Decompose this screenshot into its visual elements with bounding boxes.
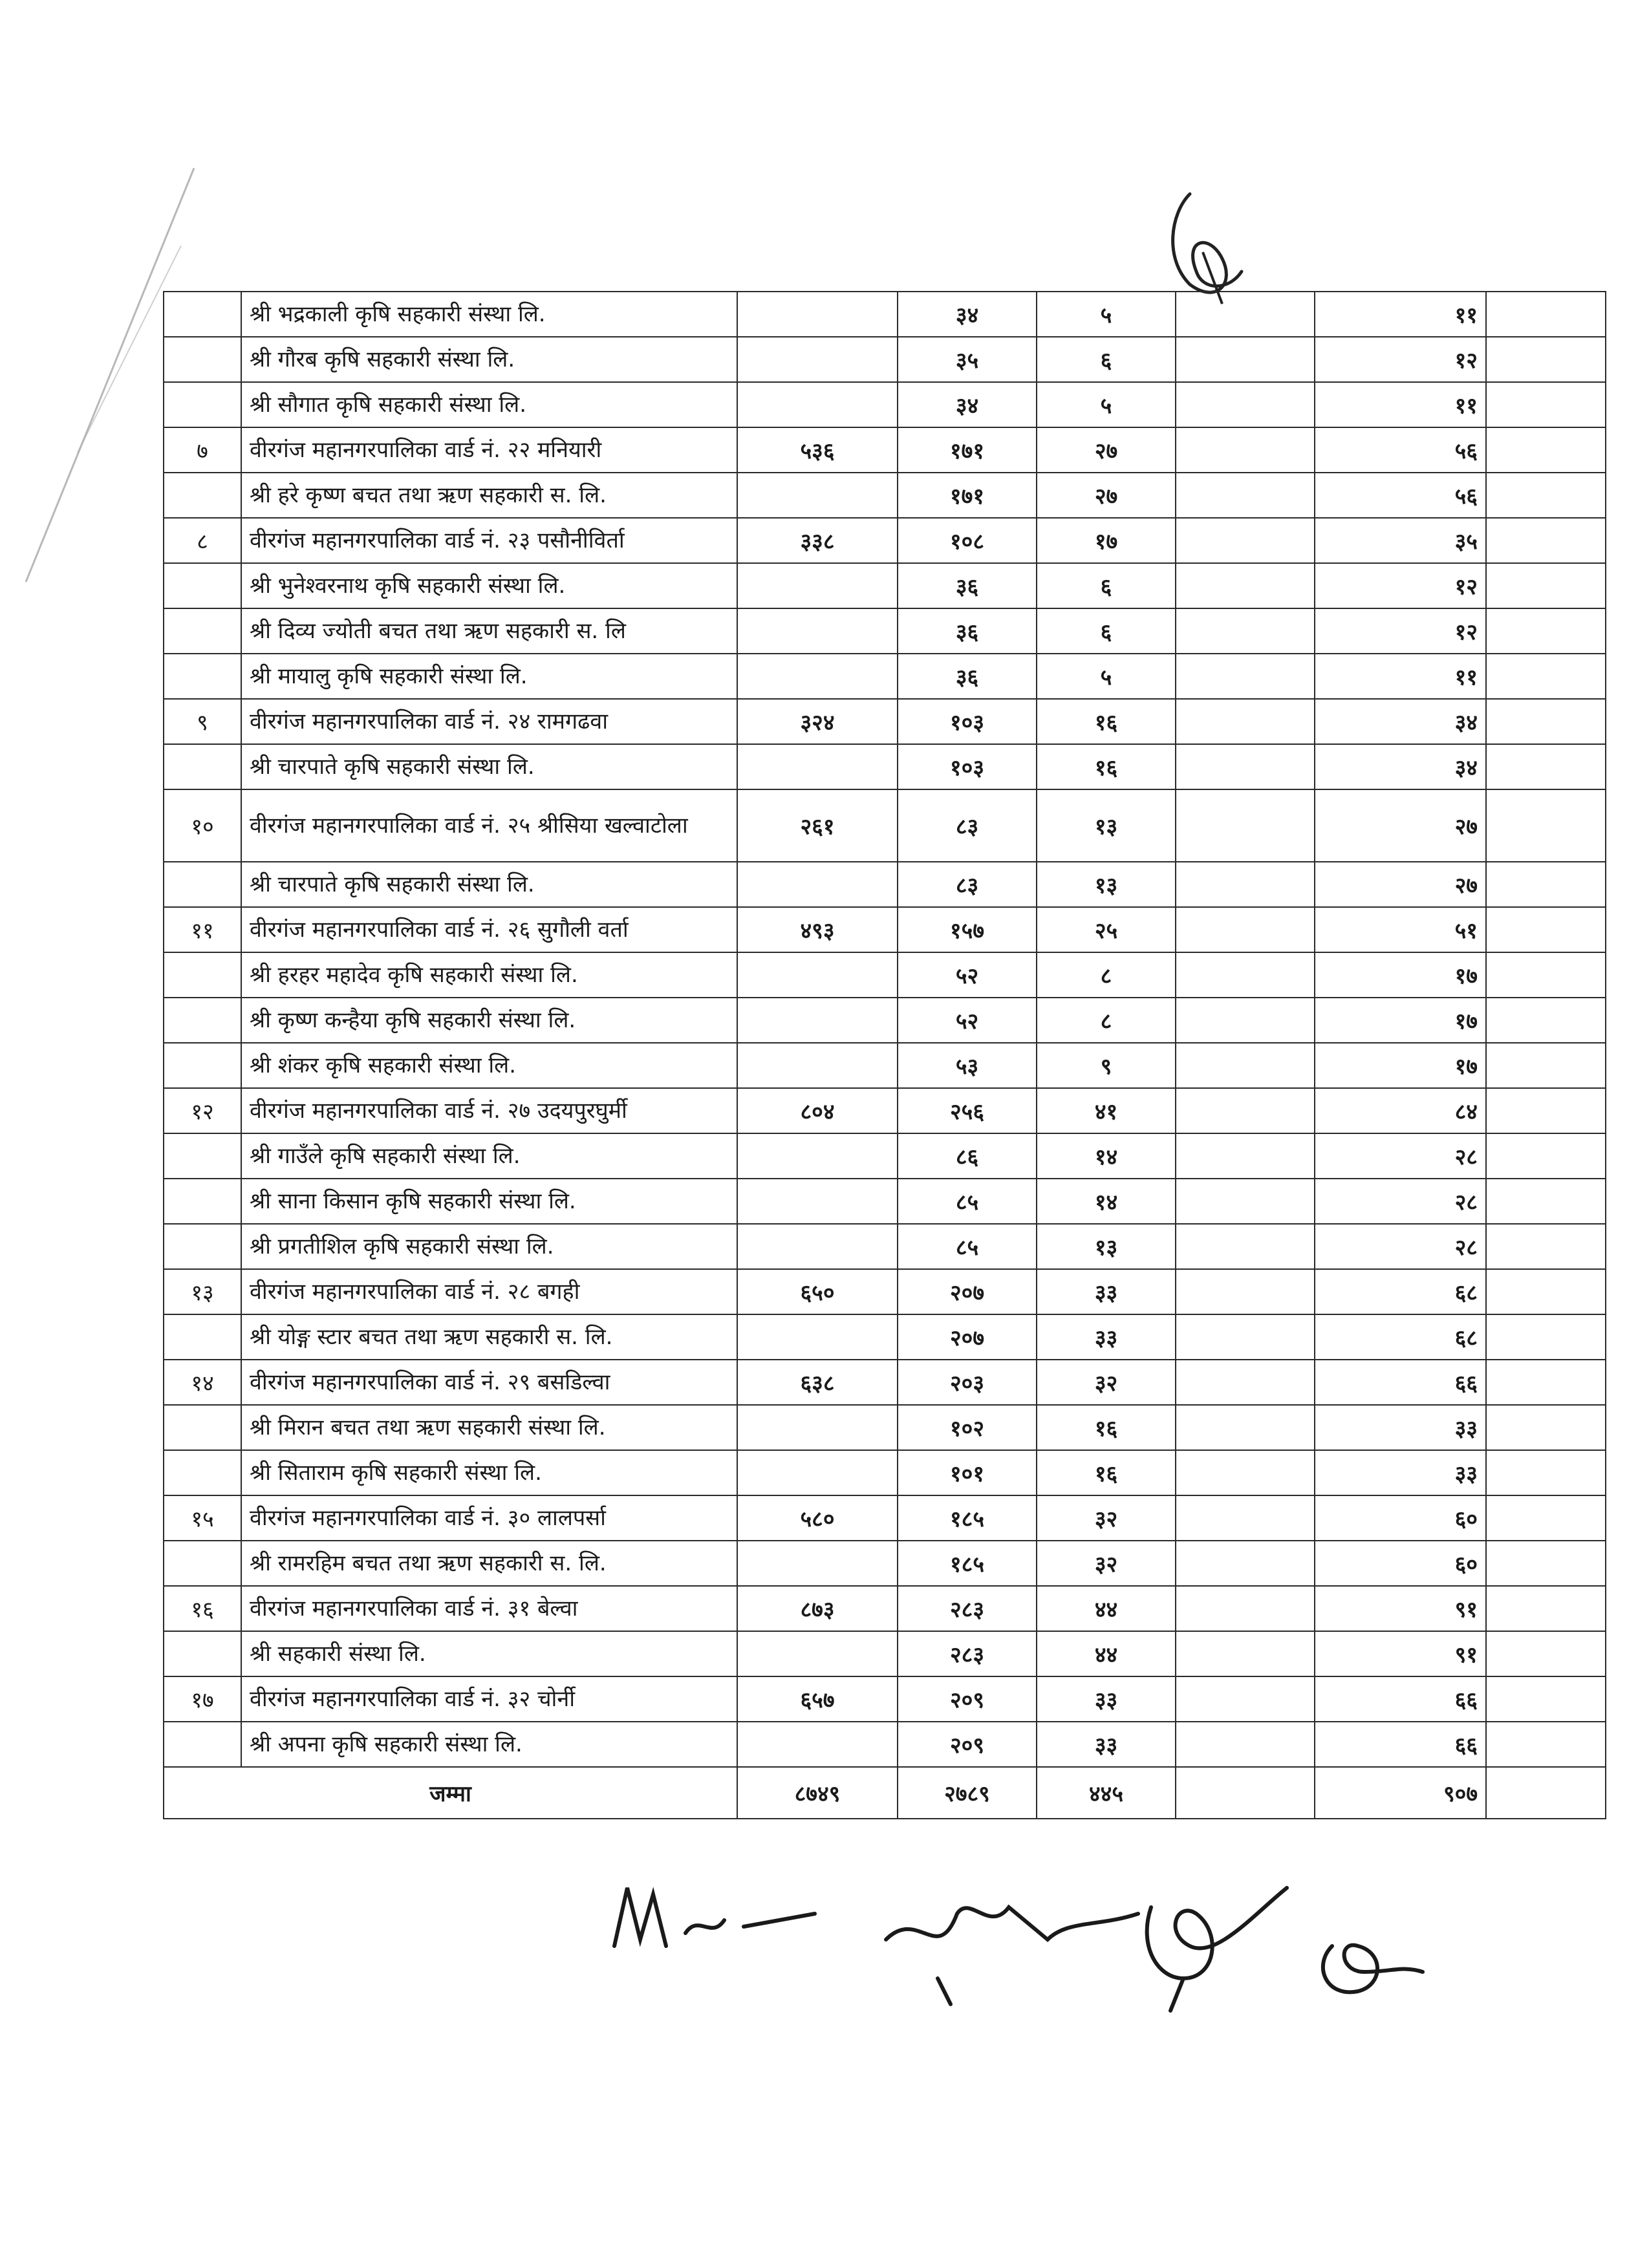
value-cell: ८५: [898, 1224, 1037, 1269]
value-cell: ८: [1037, 952, 1176, 998]
serial-number-cell: ८: [164, 518, 241, 563]
name-cell: श्री कृष्ण कन्हैया कृषि सहकारी संस्था लि.: [241, 998, 737, 1043]
value-cell: १७१: [898, 427, 1037, 473]
value-cell: ५३६: [737, 427, 898, 473]
serial-number-cell: ११: [164, 907, 241, 952]
value-cell: २०७: [898, 1269, 1037, 1314]
value-cell: ३५: [1315, 518, 1486, 563]
serial-number-cell: १०: [164, 789, 241, 862]
name-cell: श्री अपना कृषि सहकारी संस्था लि.: [241, 1722, 737, 1767]
value-cell: ८६: [898, 1133, 1037, 1179]
value-cell: ३३: [1037, 1722, 1176, 1767]
value-cell: २०९: [898, 1676, 1037, 1722]
value-cell: ५: [1037, 382, 1176, 427]
value-cell: २०३: [898, 1360, 1037, 1405]
value-cell: १०८: [898, 518, 1037, 563]
value-cell: ५२: [898, 952, 1037, 998]
name-cell: श्री हरे कृष्ण बचत तथा ऋण सहकारी स. लि.: [241, 473, 737, 518]
value-cell: ६: [1037, 563, 1176, 608]
name-cell: वीरगंज महानगरपालिका वार्ड नं. २२ मनियारी: [241, 427, 737, 473]
value-cell: १६: [1037, 1405, 1176, 1450]
value-cell: ३३८: [737, 518, 898, 563]
value-cell: १४: [1037, 1133, 1176, 1179]
name-cell: श्री गाउँले कृषि सहकारी संस्था लि.: [241, 1133, 737, 1179]
name-cell: श्री साना किसान कृषि सहकारी संस्था लि.: [241, 1179, 737, 1224]
value-cell: १८५: [898, 1541, 1037, 1586]
value-cell: ६६: [1315, 1676, 1486, 1722]
value-cell: ५८०: [737, 1495, 898, 1541]
name-cell: श्री मायालु कृषि सहकारी संस्था लि.: [241, 654, 737, 699]
name-cell: वीरगंज महानगरपालिका वार्ड नं. ३१ बेल्वा: [241, 1586, 737, 1631]
value-cell: ३३: [1315, 1405, 1486, 1450]
value-cell: १७: [1315, 952, 1486, 998]
value-cell: १७: [1315, 998, 1486, 1043]
value-cell: ६५७: [737, 1676, 898, 1722]
value-cell: ३२: [1037, 1360, 1176, 1405]
value-cell: ५: [1037, 654, 1176, 699]
value-cell: ३४: [898, 292, 1037, 337]
value-cell: ६०: [1315, 1495, 1486, 1541]
total-value-cell: २७८९: [898, 1767, 1037, 1819]
value-cell: ९१: [1315, 1631, 1486, 1676]
value-cell: १३: [1037, 1224, 1176, 1269]
value-cell: ३६: [898, 608, 1037, 654]
total-value-cell: ४४५: [1037, 1767, 1176, 1819]
value-cell: २५: [1037, 907, 1176, 952]
value-cell: ४९३: [737, 907, 898, 952]
value-cell: ४४: [1037, 1586, 1176, 1631]
value-cell: १०२: [898, 1405, 1037, 1450]
value-cell: ८७३: [737, 1586, 898, 1631]
serial-number-cell: ७: [164, 427, 241, 473]
name-cell: वीरगंज महानगरपालिका वार्ड नं. २४ रामगढवा: [241, 699, 737, 744]
name-cell: श्री दिव्य ज्योती बचत तथा ऋण सहकारी स. लि: [241, 608, 737, 654]
value-cell: ६८: [1315, 1314, 1486, 1360]
name-cell: श्री चारपाते कृषि सहकारी संस्था लि.: [241, 744, 737, 789]
value-cell: ३३: [1037, 1314, 1176, 1360]
value-cell: २७: [1315, 789, 1486, 862]
value-cell: ३४: [898, 382, 1037, 427]
value-cell: ३३: [1037, 1676, 1176, 1722]
value-cell: १३: [1037, 862, 1176, 907]
name-cell: श्री भुनेश्वरनाथ कृषि सहकारी संस्था लि.: [241, 563, 737, 608]
value-cell: ३५: [898, 337, 1037, 382]
value-cell: ५६: [1315, 427, 1486, 473]
value-cell: ३६: [898, 654, 1037, 699]
value-cell: २८३: [898, 1631, 1037, 1676]
value-cell: १७: [1315, 1043, 1486, 1088]
name-cell: वीरगंज महानगरपालिका वार्ड नं. ३० लालपर्सा: [241, 1495, 737, 1541]
value-cell: १०३: [898, 699, 1037, 744]
name-cell: श्री भद्रकाली कृषि सहकारी संस्था लि.: [241, 292, 737, 337]
serial-number-cell: १६: [164, 1586, 241, 1631]
value-cell: ११: [1315, 382, 1486, 427]
value-cell: २७: [1315, 862, 1486, 907]
value-cell: ११: [1315, 654, 1486, 699]
signature-2-icon: [886, 1907, 1138, 2004]
name-cell: श्री सहकारी संस्था लि.: [241, 1631, 737, 1676]
value-cell: ६: [1037, 337, 1176, 382]
value-cell: ६६: [1315, 1360, 1486, 1405]
value-cell: १२: [1315, 563, 1486, 608]
value-cell: ३३: [1037, 1269, 1176, 1314]
name-cell: वीरगंज महानगरपालिका वार्ड नं. ३२ चोर्नी: [241, 1676, 737, 1722]
value-cell: ५६: [1315, 473, 1486, 518]
value-cell: १६: [1037, 744, 1176, 789]
value-cell: ६८: [1315, 1269, 1486, 1314]
value-cell: २५६: [898, 1088, 1037, 1133]
signature-1-icon: [614, 1888, 815, 1946]
value-cell: ६: [1037, 608, 1176, 654]
name-cell: वीरगंज महानगरपालिका वार्ड नं. २३ पसौनीविर्ता: [241, 518, 737, 563]
value-cell: ६०: [1315, 1541, 1486, 1586]
value-cell: ३२: [1037, 1495, 1176, 1541]
name-cell: वीरगंज महानगरपालिका वार्ड नं. २८ बगही: [241, 1269, 737, 1314]
value-cell: २७: [1037, 473, 1176, 518]
value-cell: १७: [1037, 518, 1176, 563]
value-cell: ८५: [898, 1179, 1037, 1224]
value-cell: १२: [1315, 337, 1486, 382]
total-label: जम्मा: [164, 1767, 737, 1819]
name-cell: श्री सौगात कृषि सहकारी संस्था लि.: [241, 382, 737, 427]
name-cell: श्री सिताराम कृषि सहकारी संस्था लि.: [241, 1450, 737, 1495]
value-cell: २८: [1315, 1224, 1486, 1269]
value-cell: ३३: [1315, 1450, 1486, 1495]
name-cell: श्री मिरान बचत तथा ऋण सहकारी संस्था लि.: [241, 1405, 737, 1450]
value-cell: १०३: [898, 744, 1037, 789]
signature-4-icon: [1323, 1945, 1423, 1993]
value-cell: १६: [1037, 1450, 1176, 1495]
value-cell: २६१: [737, 789, 898, 862]
serial-number-cell: १५: [164, 1495, 241, 1541]
name-cell: वीरगंज महानगरपालिका वार्ड नं. २९ बसडिल्वा: [241, 1360, 737, 1405]
value-cell: ५१: [1315, 907, 1486, 952]
value-cell: ३४: [1315, 744, 1486, 789]
value-cell: ८४: [1315, 1088, 1486, 1133]
value-cell: ६६: [1315, 1722, 1486, 1767]
value-cell: ३६: [898, 563, 1037, 608]
value-cell: ३२४: [737, 699, 898, 744]
value-cell: १८५: [898, 1495, 1037, 1541]
value-cell: ८३: [898, 862, 1037, 907]
value-cell: २०७: [898, 1314, 1037, 1360]
name-cell: श्री रामरहिम बचत तथा ऋण सहकारी स. लि.: [241, 1541, 737, 1586]
value-cell: ११: [1315, 292, 1486, 337]
value-cell: २८३: [898, 1586, 1037, 1631]
value-cell: ३४: [1315, 699, 1486, 744]
total-value-cell: ८७४९: [737, 1767, 898, 1819]
value-cell: ८०४: [737, 1088, 898, 1133]
value-cell: ९: [1037, 1043, 1176, 1088]
value-cell: १२: [1315, 608, 1486, 654]
value-cell: ५३: [898, 1043, 1037, 1088]
value-cell: ३२: [1037, 1541, 1176, 1586]
name-cell: वीरगंज महानगरपालिका वार्ड नं. २५ श्रीसिया खल्वाटोला: [241, 789, 737, 862]
value-cell: १३: [1037, 789, 1176, 862]
serial-number-cell: १३: [164, 1269, 241, 1314]
name-cell: श्री हरहर महादेव कृषि सहकारी संस्था लि.: [241, 952, 737, 998]
value-cell: ४१: [1037, 1088, 1176, 1133]
serial-number-cell: ९: [164, 699, 241, 744]
value-cell: ६३८: [737, 1360, 898, 1405]
total-value-cell: ९०७: [1315, 1767, 1486, 1819]
value-cell: २०९: [898, 1722, 1037, 1767]
name-cell: श्री चारपाते कृषि सहकारी संस्था लि.: [241, 862, 737, 907]
serial-number-cell: १७: [164, 1676, 241, 1722]
name-cell: श्री गौरब कृषि सहकारी संस्था लि.: [241, 337, 737, 382]
value-cell: २७: [1037, 427, 1176, 473]
name-cell: श्री योङ्ग स्टार बचत तथा ऋण सहकारी स. लि.: [241, 1314, 737, 1360]
value-cell: १४: [1037, 1179, 1176, 1224]
value-cell: ६५०: [737, 1269, 898, 1314]
value-cell: २८: [1315, 1133, 1486, 1179]
value-cell: १६: [1037, 699, 1176, 744]
value-cell: ५: [1037, 292, 1176, 337]
name-cell: श्री प्रगतीशिल कृषि सहकारी संस्था लि.: [241, 1224, 737, 1269]
value-cell: ४४: [1037, 1631, 1176, 1676]
signature-3-icon: [1147, 1888, 1287, 2011]
value-cell: १०१: [898, 1450, 1037, 1495]
name-cell: वीरगंज महानगरपालिका वार्ड नं. २६ सुगौली वर्ता: [241, 907, 737, 952]
name-cell: श्री शंकर कृषि सहकारी संस्था लि.: [241, 1043, 737, 1088]
value-cell: २८: [1315, 1179, 1486, 1224]
name-cell: वीरगंज महानगरपालिका वार्ड नं. २७ उदयपुरघुर्मी: [241, 1088, 737, 1133]
value-cell: ८३: [898, 789, 1037, 862]
serial-number-cell: १४: [164, 1360, 241, 1405]
serial-number-cell: १२: [164, 1088, 241, 1133]
value-cell: ९१: [1315, 1586, 1486, 1631]
value-cell: १५७: [898, 907, 1037, 952]
value-cell: ८: [1037, 998, 1176, 1043]
value-cell: ५२: [898, 998, 1037, 1043]
value-cell: १७१: [898, 473, 1037, 518]
